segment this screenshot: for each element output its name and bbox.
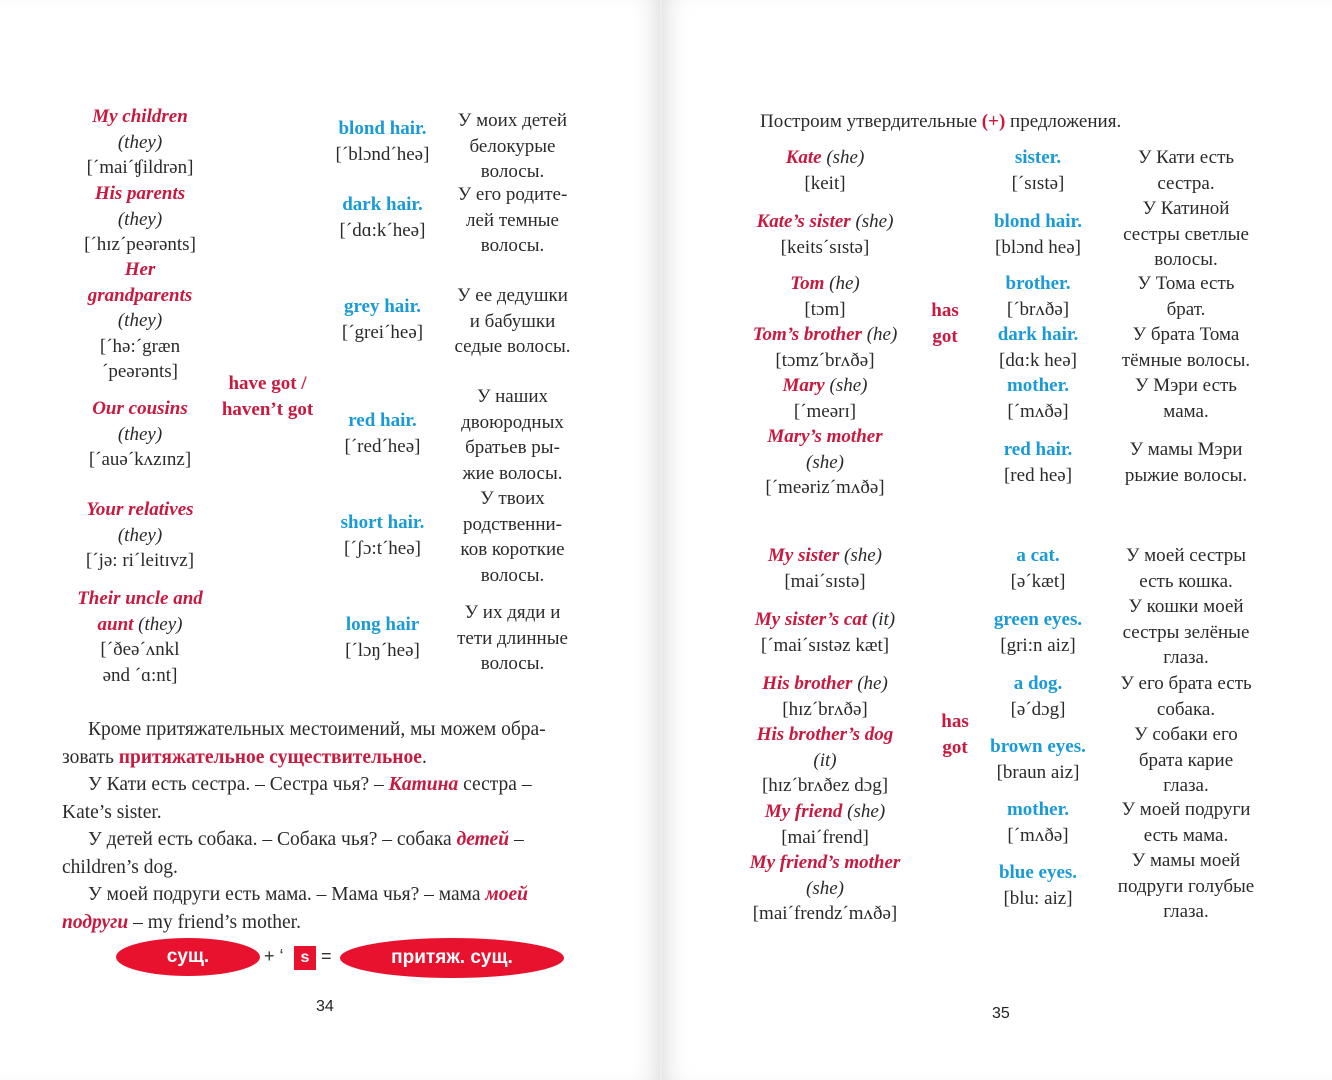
r-object-6: red hair. [red heə]: [1003, 439, 1073, 486]
r-translation-10: У собаки его брата карие глаза.: [1134, 724, 1238, 796]
subject-4: Our cousins (they) [ˊauəˊkʌzɪnz]: [88, 398, 192, 470]
possessive-noun-pill: притяж. сущ.: [340, 938, 564, 978]
r-translation-2: У Катиной сестры светлые волосы.: [1123, 198, 1249, 270]
r-object-1: sister. [ˊsɪstə]: [1011, 147, 1065, 194]
r-translation-5: У Мэри есть мама.: [1135, 375, 1237, 422]
r-translation-12: У мамы моей подруги голубые глаза.: [1117, 850, 1255, 922]
r-subject-1: Kate (she) [keit]: [785, 147, 865, 194]
r-object-3: brother. [ˊbrʌðə]: [1005, 273, 1071, 320]
possessive-noun-paragraph: Кроме притяжательных местоимений, мы можем обра- зовать притяжательное существительное. У Кати есть сестра. – Сестра чья? – Катина сестра – Kate’s sister. У детей есть собака. – Собака чья? – собака детей – children’s dog. У моей подруги есть мама. – Мама чья? – мама моей подруги – my friend’s mother.: [62, 719, 546, 933]
plus-apostrophe: + ‘: [264, 946, 284, 966]
verb-has-got-1: has got: [931, 300, 959, 347]
verb-have-got: have got / haven’t got: [221, 373, 314, 420]
r-object-8: green eyes. [gri:n aiz]: [993, 609, 1083, 656]
r-object-4: dark hair. [dɑ:k heə]: [997, 324, 1079, 371]
equals-sign: =: [321, 946, 332, 966]
r-translation-8: У кошки моей сестры зелёные глаза.: [1122, 596, 1250, 668]
r-translation-6: У мамы Мэри рыжие волосы.: [1124, 439, 1248, 486]
translation-3: У ее дедушки и бабушки седые волосы.: [454, 285, 571, 357]
r-subject-4: Tom’s brother (he) [tɔmzˊbrʌðə]: [752, 324, 898, 371]
translation-6: У их дяди и тети длинные волосы.: [457, 602, 568, 674]
object-5: short hair. [ˊʃɔ:tˊheə]: [340, 512, 425, 559]
s-box: s: [294, 946, 316, 970]
r-subject-2: Kate’s sister (she) [keitsˊsɪstə]: [756, 211, 894, 258]
r-translation-11: У моей подруги есть мама.: [1121, 799, 1251, 846]
object-6: long hair [ˊlɔŋˊheə]: [345, 614, 420, 661]
r-subject-10: His brother’s dog (it) [hɪzˊbrʌðez dɔg]: [756, 724, 894, 796]
r-object-12: blue eyes. [blu: aiz]: [998, 862, 1078, 909]
translation-2: У его родите- лей темные волосы.: [457, 184, 568, 256]
r-translation-1: У Кати есть сестра.: [1137, 147, 1235, 194]
r-object-10: brown eyes. [braun aiz]: [990, 736, 1086, 783]
translation-5: У твоих родственни- ков короткие волосы.: [460, 488, 565, 586]
r-translation-7: У моей сестры есть кошка.: [1125, 545, 1247, 592]
verb-has-got-2: has got: [941, 711, 969, 758]
r-subject-11: My friend (she) [maiˊfrend]: [764, 801, 886, 848]
r-object-7: a cat. [əˊkæt]: [1010, 545, 1066, 592]
object-2: dark hair. [ˊdɑ:kˊheə]: [339, 194, 426, 241]
subject-2: His parents (they) [ˊhɪzˊpeərənts]: [84, 183, 196, 255]
object-1: blond hair. [ˊblɔndˊheə]: [335, 118, 430, 165]
object-3: grey hair. [ˊgreiˊheə]: [341, 296, 424, 343]
left-page: [0, 0, 660, 1080]
page-number-left: 34: [316, 998, 334, 1015]
object-4: red hair. [ˊredˊheə]: [344, 410, 421, 457]
r-subject-9: His brother (he) [hɪzˊbrʌðə]: [762, 673, 888, 720]
right-heading: Построим утвердительные (+) предложения.: [760, 111, 1122, 132]
r-subject-7: My sister (she) [maiˊsɪstə]: [768, 545, 882, 592]
r-object-5: mother. [ˊmʌðə]: [1006, 375, 1070, 422]
r-subject-3: Tom (he) [tɔm]: [790, 273, 860, 320]
right-page: [662, 0, 1332, 1080]
r-translation-3: У Тома есть брат.: [1137, 273, 1235, 320]
subject-6: Their uncle and aunt (they) [ˊðeəˊʌnkl ənd ˊɑ:nt]: [77, 588, 203, 686]
r-object-9: a dog. [əˊdɔg]: [1010, 673, 1066, 720]
translation-1: У моих детей белокурые волосы.: [457, 110, 568, 182]
r-subject-6: Mary’s mother (she) [ˊmeərizˊmʌðə]: [765, 426, 885, 498]
translation-4: У наших двоюродных братьев ры- жие волосы.: [461, 386, 564, 484]
r-object-11: mother. [ˊmʌðə]: [1006, 799, 1070, 846]
subject-3: Her grandparents (they) [ˊhə:ˊgræn ˊpeərənts]: [87, 259, 193, 382]
r-subject-12: My friend’s mother (she) [maiˊfrendzˊmʌðə]: [749, 852, 901, 924]
r-subject-8: My sister’s cat (it) [ˊmaiˊsɪstəz kæt]: [754, 609, 896, 656]
noun-pill: сущ.: [116, 938, 260, 976]
r-subject-5: Mary (she) [ˊmeərɪ]: [782, 375, 868, 422]
page-number-right: 35: [992, 1005, 1010, 1022]
subject-5: Your relatives (they) [ˊjə: riˊleitɪvz]: [85, 499, 195, 571]
subject-1: My children (they) [ˊmaiˊʧildrən]: [86, 106, 194, 178]
r-object-2: blond hair. [blɔnd heə]: [993, 211, 1082, 258]
r-translation-4: У брата Тома тёмные волосы.: [1121, 324, 1251, 371]
r-translation-9: У его брата есть собака.: [1120, 673, 1252, 720]
